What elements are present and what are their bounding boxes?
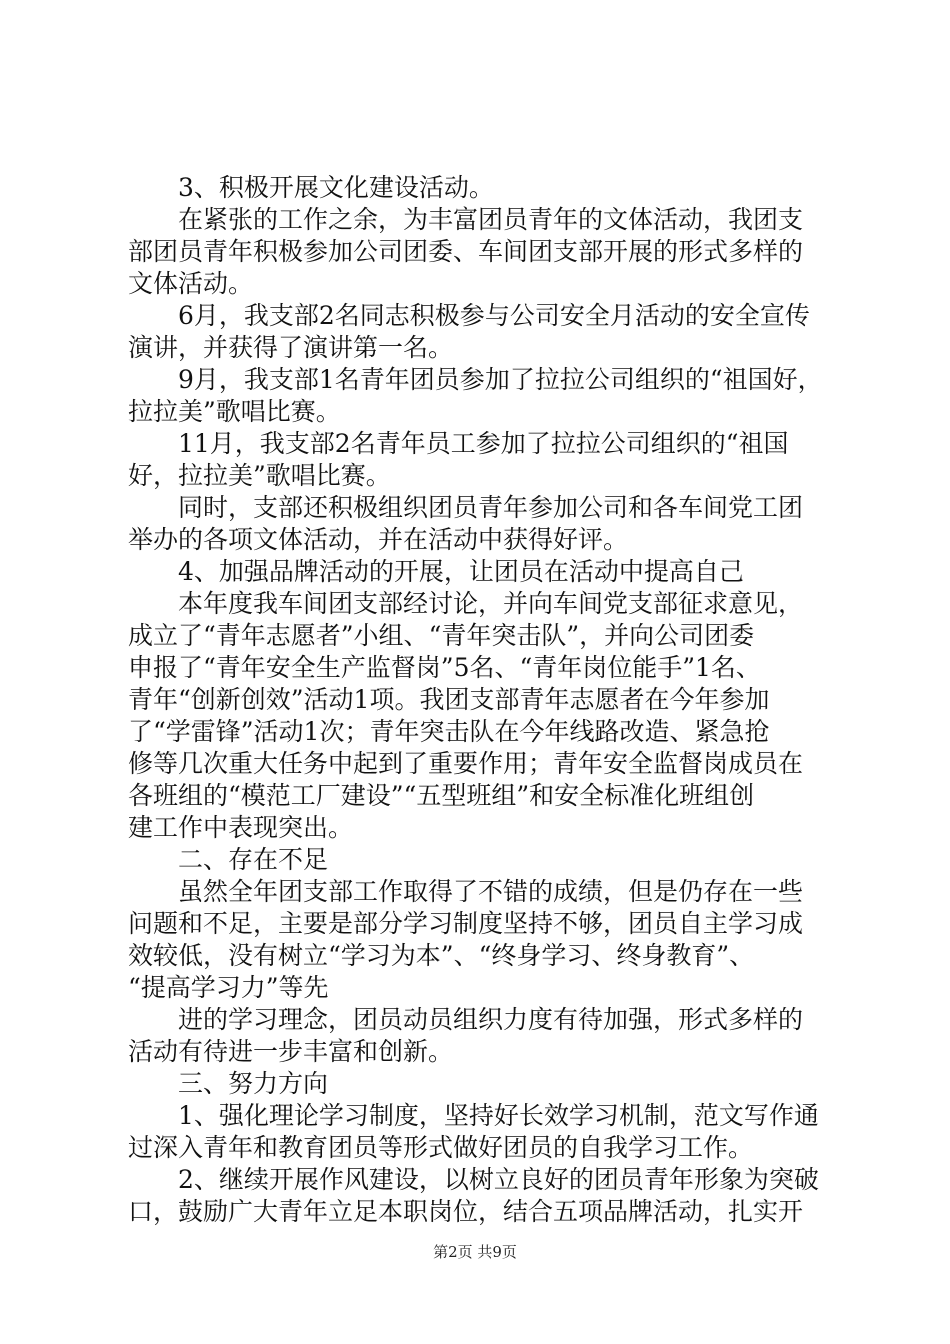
paragraph-line: 申报了“青年安全生产监督岗”5名、“青年岗位能手”1名、 (128, 653, 761, 682)
document-body (128, 172, 834, 1228)
section-heading: 二、存在不足 (178, 845, 329, 874)
paragraph-line: 在紧张的工作之余，为丰富团员青年的文体活动，我团支 (178, 205, 804, 234)
paragraph-line: 11月，我支部2名青年员工参加了拉拉公司组织的“祖国 (178, 429, 789, 458)
paragraph-line: 9月，我支部1名青年团员参加了拉拉公司组织的“祖国好， (178, 365, 823, 394)
paragraph-line: 6月，我支部2名同志积极参与公司安全月活动的安全宣传 (178, 301, 810, 330)
paragraph-line: 部团员青年积极参加公司团委、车间团支部开展的形式多样的 (128, 237, 804, 266)
paragraph-line: 建工作中表现突出。 (128, 813, 354, 842)
paragraph-line: 1、强化理论学习制度，坚持好长效学习机制，范文写作通 (178, 1101, 819, 1130)
paragraph-line: 效较低，没有树立“学习为本”、“终身学习、终身教育”、 (128, 941, 755, 970)
paragraph-line: 文体活动。 (128, 269, 254, 298)
paragraph-line: “提高学习力”等先 (128, 973, 329, 1002)
paragraph-line: 拉拉美”歌唱比赛。 (128, 397, 341, 426)
paragraph-line: 修等几次重大任务中起到了重要作用；青年安全监督岗成员在 (128, 749, 804, 778)
paragraph-line: 各班组的“模范工厂建设”“五型班组”和安全标准化班组创 (128, 781, 755, 810)
paragraph-line: 3、积极开展文化建设活动。 (178, 173, 494, 202)
paragraph-line: 同时，支部还积极组织团员青年参加公司和各车间党工团 (178, 493, 804, 522)
paragraph-line: 青年“创新创效”活动1项。我团支部青年志愿者在今年参加 (128, 685, 770, 714)
page-number-footer: 第2页 共9页 (433, 1243, 517, 1261)
paragraph-line: 好，拉拉美”歌唱比赛。 (128, 461, 391, 490)
paragraph-line: 口，鼓励广大青年立足本职岗位，结合五项品牌活动，扎实开 (128, 1197, 804, 1226)
paragraph-line: 成立了“青年志愿者”小组、“青年突击队”，并向公司团委 (128, 621, 755, 650)
paragraph-line: 2、继续开展作风建设，以树立良好的团员青年形象为突破 (178, 1165, 819, 1194)
paragraph-line: 过深入青年和教育团员等形式做好团员的自我学习工作。 (128, 1133, 754, 1162)
section-heading: 三、努力方向 (178, 1069, 329, 1098)
paragraph-line: 举办的各项文体活动，并在活动中获得好评。 (128, 525, 629, 554)
paragraph-line: 演讲，并获得了演讲第一名。 (128, 333, 454, 362)
paragraph-line: 了“学雷锋”活动1次；青年突击队在今年线路改造、紧急抢 (128, 717, 770, 746)
paragraph-line: 本年度我车间团支部经讨论，并向车间党支部征求意见， (178, 589, 804, 618)
paragraph-line: 进的学习理念，团员动员组织力度有待加强，形式多样的 (178, 1005, 804, 1034)
paragraph-line: 活动有待进一步丰富和创新。 (128, 1037, 454, 1066)
section-heading: 4、加强品牌活动的开展，让团员在活动中提高自己 (178, 557, 744, 586)
paragraph-line: 问题和不足，主要是部分学习制度坚持不够，团员自主学习成 (128, 909, 804, 938)
paragraph-line: 虽然全年团支部工作取得了不错的成绩，但是仍存在一些 (178, 877, 804, 906)
